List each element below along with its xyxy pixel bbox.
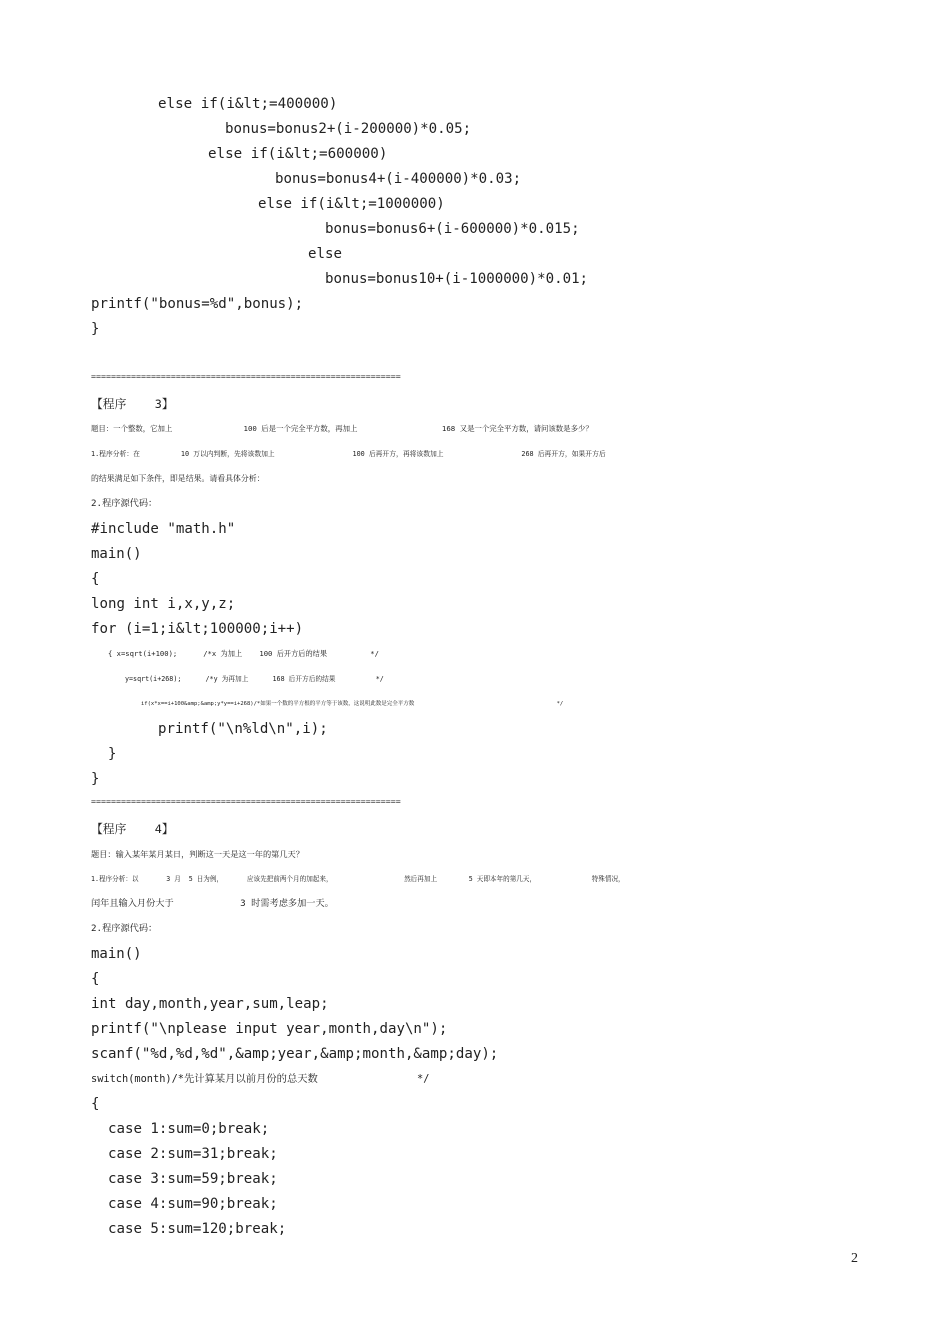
separator-line: ==============================================================: [91, 796, 401, 806]
code-line: case 2:sum=31;break;: [108, 1146, 278, 1162]
code-line: { x=sqrt(i+100); /*x 为加上 100 后开方后的结果 */: [108, 649, 379, 658]
program-heading: 【程序 3】: [91, 397, 174, 411]
code-line: if(x*x==i+100&amp;&amp;y*y==i+268)/*如果一个数的平方根的平方等于该数，这说明此数是完全平方数 */: [141, 701, 564, 707]
code-line: y=sqrt(i+268); /*y 为再加上 168 后开方后的结果 */: [125, 675, 384, 683]
code-line: main(): [91, 546, 142, 562]
code-line: switch(month)/*先计算某月以前月份的总天数 */: [91, 1073, 430, 1085]
code-line: bonus=bonus10+(i-1000000)*0.01;: [325, 271, 589, 287]
code-line: }: [91, 771, 100, 787]
code-line: {: [91, 571, 100, 587]
analysis-text: 1.程序分析：以 3 月 5 日为例， 应该先把前两个月的加起来， 然后再加上 5 天即本年的第几天， 特殊情况，: [91, 875, 625, 883]
code-line: #include "math.h": [91, 521, 236, 537]
program-heading: 【程序 4】: [91, 822, 174, 836]
code-line: int day,month,year,sum,leap;: [91, 996, 329, 1012]
analysis-text: 1.程序分析：在 10 万以内判断，先将该数加上 100 后再开方，再将该数加上 268 后再开方，如果开方后: [91, 450, 606, 458]
separator-line: ==============================================================: [91, 371, 401, 381]
code-line: else: [308, 246, 342, 262]
code-line: else if(i&lt;=1000000): [258, 196, 445, 212]
code-line: else if(i&lt;=600000): [208, 146, 388, 162]
code-line: {: [91, 1096, 100, 1112]
code-line: case 1:sum=0;break;: [108, 1121, 270, 1137]
page-number: 2: [851, 1251, 858, 1266]
code-line: printf("bonus=%d",bonus);: [91, 296, 304, 312]
code-line: }: [108, 746, 117, 762]
problem-statement: 题目：输入某年某月某日，判断这一天是这一年的第几天？: [91, 849, 304, 859]
code-line: case 5:sum=120;break;: [108, 1221, 287, 1237]
code-line: else if(i&lt;=400000): [158, 96, 338, 112]
code-line: case 3:sum=59;break;: [108, 1171, 278, 1187]
code-line: bonus=bonus2+(i-200000)*0.05;: [225, 121, 472, 137]
code-line: bonus=bonus4+(i-400000)*0.03;: [275, 171, 522, 187]
analysis-text: 闰年且输入月份大于 3 时需考虑多加一天。: [91, 898, 334, 909]
code-line: bonus=bonus6+(i-600000)*0.015;: [325, 221, 580, 237]
code-line: printf("\n%ld\n",i);: [158, 721, 328, 737]
code-line: case 4:sum=90;break;: [108, 1196, 278, 1212]
code-line: main(): [91, 946, 142, 962]
code-line: }: [91, 321, 100, 337]
problem-statement: 题目：一个整数，它加上 100 后是一个完全平方数，再加上 168 又是一个完全平方数，请问该数是多少？: [91, 424, 593, 433]
section-label: 2.程序源代码：: [91, 498, 158, 509]
code-line: {: [91, 971, 100, 987]
code-line: long int i,x,y,z;: [91, 596, 236, 612]
section-label: 2.程序源代码：: [91, 923, 158, 934]
code-line: for (i=1;i&lt;100000;i++): [91, 621, 304, 637]
code-line: scanf("%d,%d,%d",&amp;year,&amp;month,&amp;day);: [91, 1046, 499, 1062]
code-line: printf("\nplease input year,month,day\n");: [91, 1021, 448, 1037]
analysis-text: 的结果满足如下条件，即是结果。请看具体分析：: [91, 474, 265, 483]
